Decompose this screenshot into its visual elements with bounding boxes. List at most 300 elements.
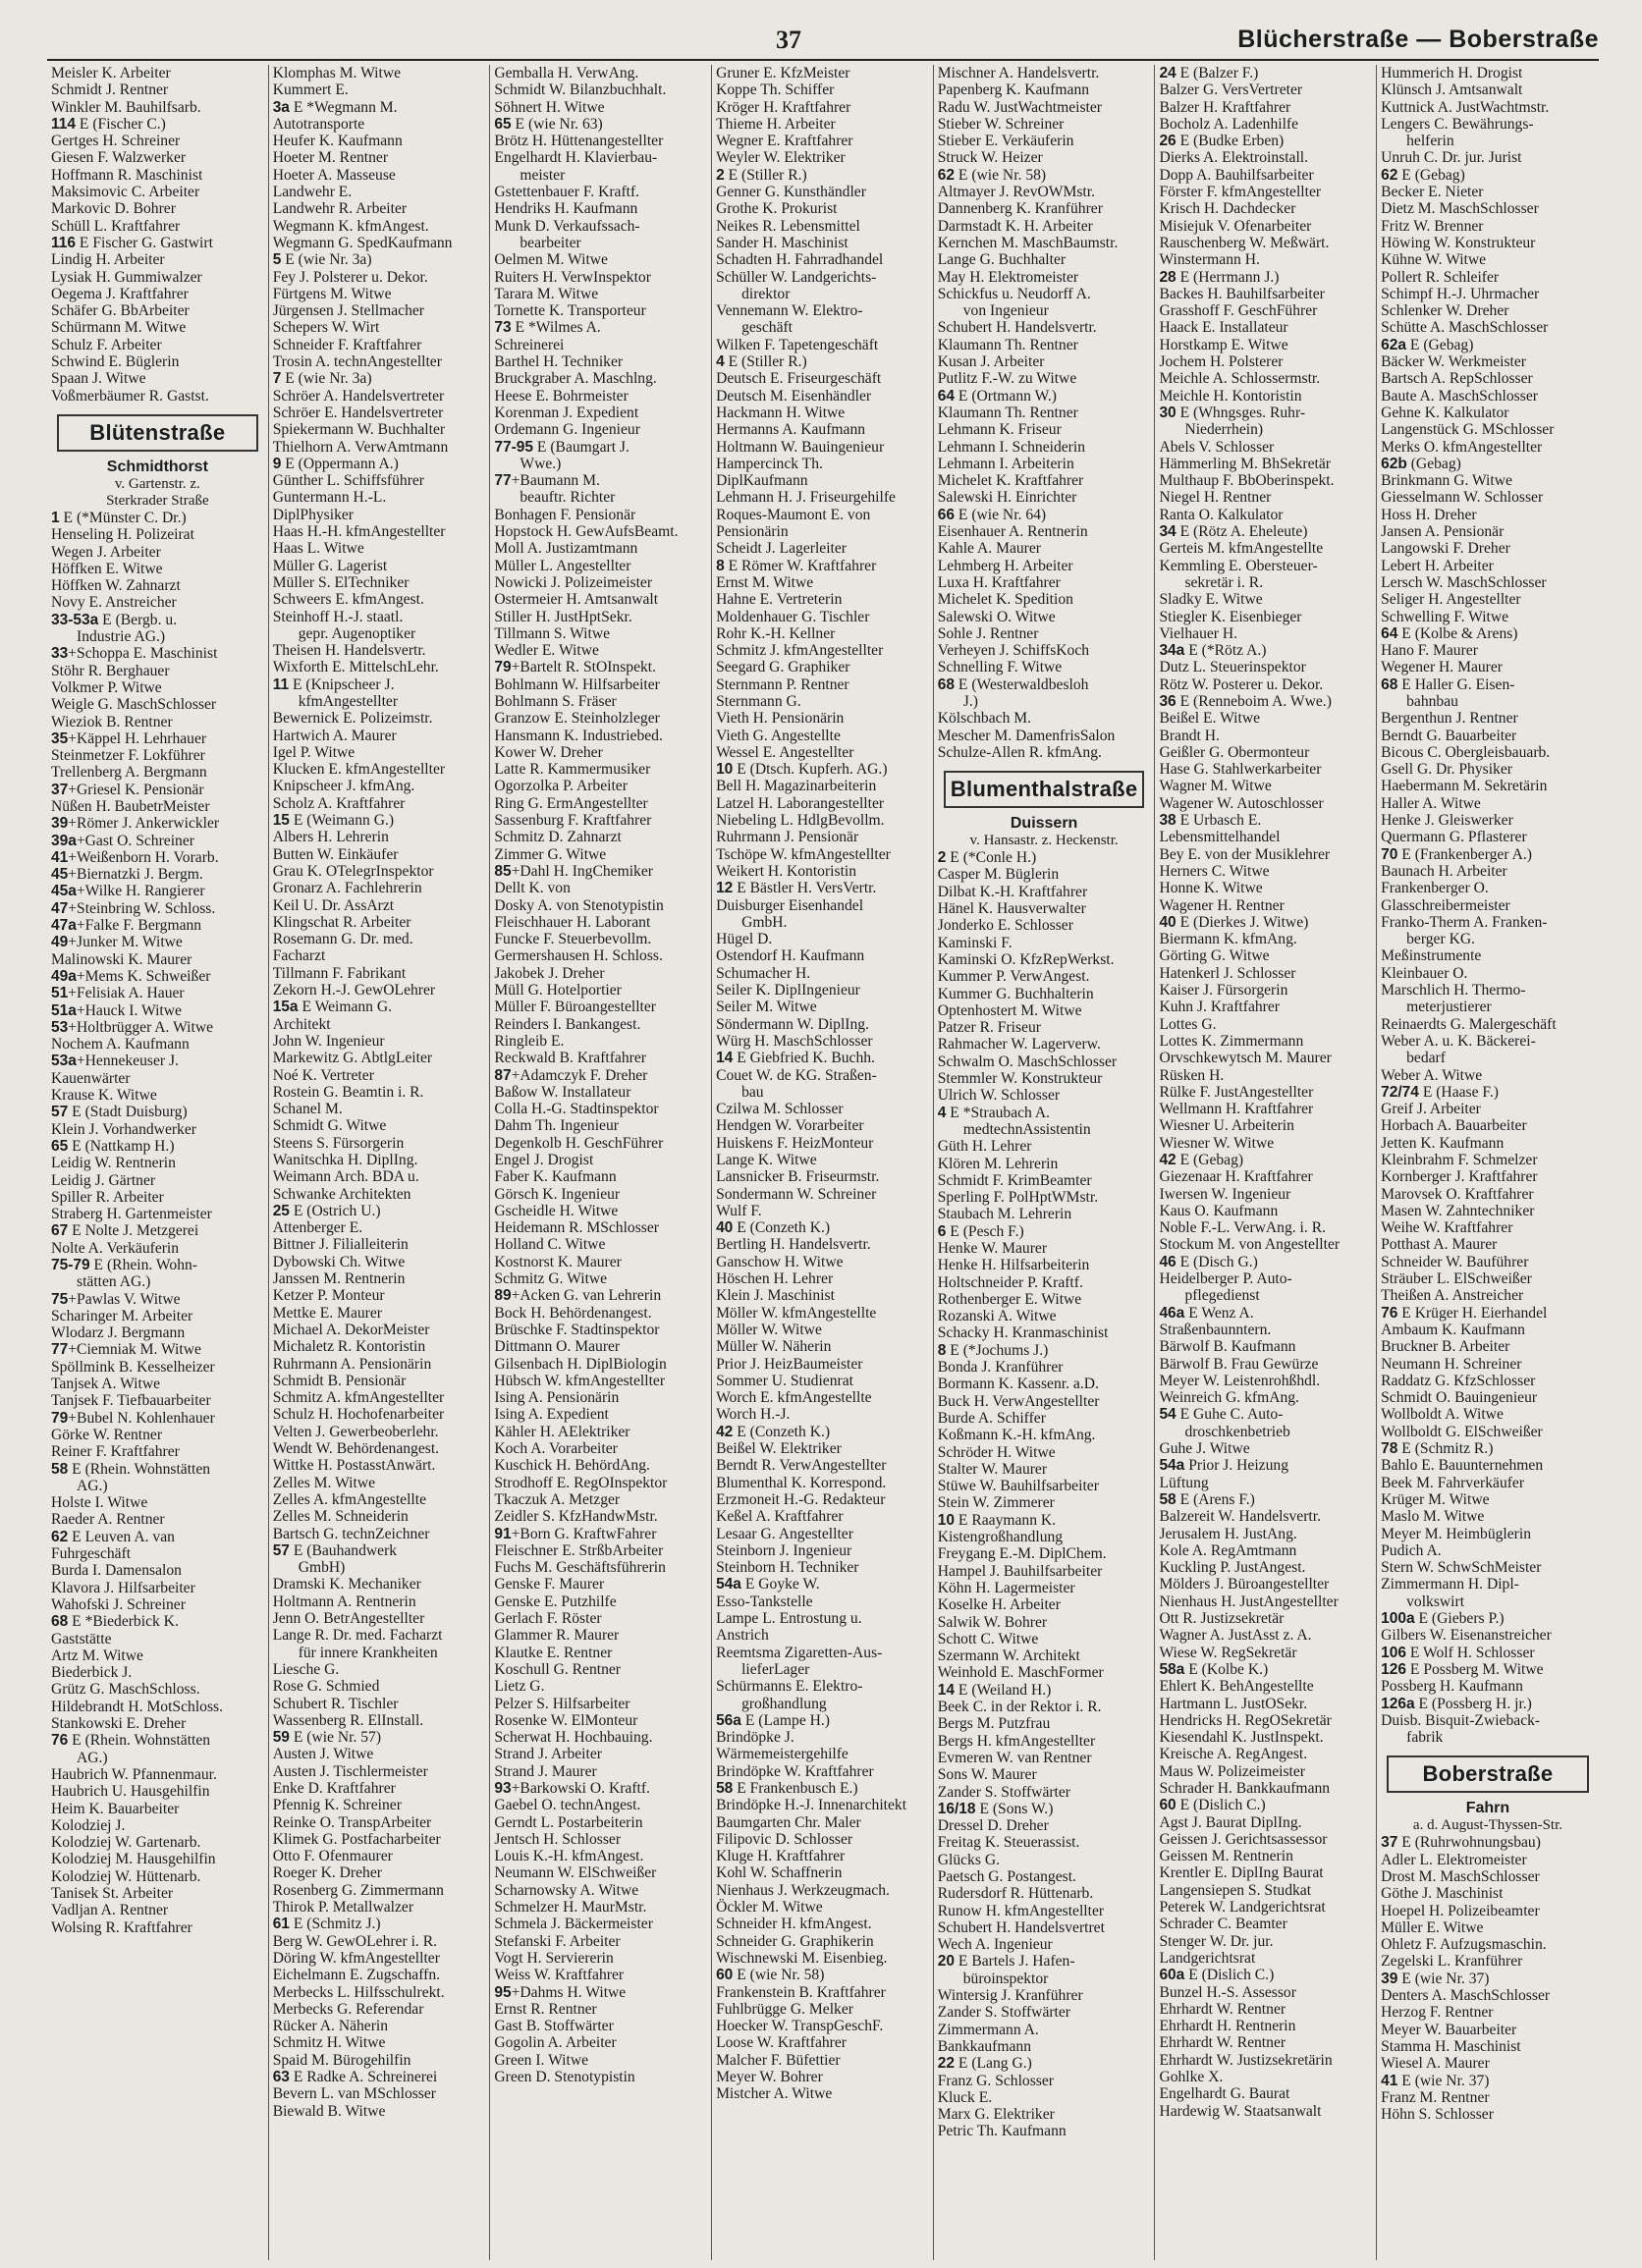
house-entry: 22 E (Lang G.) xyxy=(937,2055,1032,2073)
resident-entry: Kuhn J. Kraftfahrer xyxy=(1159,999,1280,1016)
resident-entry: GmbH. xyxy=(741,913,788,931)
resident-entry: Lebert H. Arbeiter xyxy=(1381,557,1494,574)
resident-entry: Gilsenbach H. DiplBiologin xyxy=(494,1355,667,1373)
resident-entry: Guhe J. Witwe xyxy=(1159,1440,1250,1458)
house-entry: 46 E (Disch G.) xyxy=(1159,1253,1258,1270)
resident-entry: Rosenke W. ElMonteur xyxy=(494,1711,638,1729)
resident-entry: Deutsch E. Friseurgeschäft xyxy=(716,370,882,388)
resident-entry: Engelhardt G. Baurat xyxy=(1159,2085,1290,2103)
house-entry: 53+Holtbrügger A. Witwe xyxy=(51,1018,214,1036)
resident-entry: medtechnAssistentin xyxy=(962,1120,1091,1138)
resident-entry: Bärwolf B. Frau Gewürze xyxy=(1159,1355,1319,1373)
resident-entry: Mistcher A. Witwe xyxy=(716,2085,833,2103)
house-entry: 15 E (Weimann G.) xyxy=(272,812,395,830)
resident-entry: Wagner M. Witwe xyxy=(1159,778,1272,795)
resident-entry: Leidig W. Rentnerin xyxy=(51,1155,176,1172)
resident-entry: Granzow E. Steinholzleger xyxy=(494,710,660,728)
resident-entry: Zimmermann H. Dipl- xyxy=(1381,1576,1519,1593)
house-entry: 34a E (*Rötz A.) xyxy=(1159,642,1267,660)
resident-entry: Kaminski F. xyxy=(937,934,1013,951)
resident-entry: Sommer U. Studienrat xyxy=(716,1372,853,1389)
resident-entry: Schütte A. MaschSchlosser xyxy=(1381,319,1549,337)
resident-entry: Göthe J. Maschinist xyxy=(1381,1885,1504,1903)
house-entry: 46a E Wenz A. xyxy=(1159,1304,1254,1322)
resident-entry: Görting G. Witwe xyxy=(1159,947,1270,965)
resident-entry: Ogorzolka P. Arbeiter xyxy=(494,778,628,795)
resident-entry: Hendgen W. Vorarbeiter xyxy=(716,1117,864,1135)
house-entry: 62 E (wie Nr. 58) xyxy=(937,166,1047,184)
house-entry: 34 E (Rötz A. Eheleute) xyxy=(1159,523,1308,541)
resident-entry: Rose G. Schmied xyxy=(272,1678,380,1696)
resident-entry: Möller W. Witwe xyxy=(716,1321,822,1338)
resident-entry: Kohl W. Schaffnerin xyxy=(716,1864,843,1882)
resident-entry: Hampel J. Bauhilfsarbeiter xyxy=(937,1562,1103,1580)
resident-entry: Kusan J. Arbeiter xyxy=(937,353,1045,371)
resident-entry: Schneider W. Bauführer xyxy=(1381,1253,1529,1270)
resident-entry: Wagner A. JustAsst z. A. xyxy=(1159,1627,1312,1645)
resident-entry: DiplPhysiker xyxy=(272,506,354,523)
resident-entry: Mischner A. Handelsvertr. xyxy=(937,65,1100,81)
resident-entry: Lehmann I. Schneiderin xyxy=(937,438,1086,456)
resident-entry: Nolte A. Verkäuferin xyxy=(51,1239,180,1257)
resident-entry: Scheidt J. Lagerleiter xyxy=(716,540,847,558)
resident-entry: bau xyxy=(741,1083,764,1101)
resident-entry: Schmitz D. Zahnarzt xyxy=(494,829,622,846)
resident-entry: Schmela J. Bäckermeister xyxy=(494,1916,653,1933)
resident-entry: Drost M. MaschSchlosser xyxy=(1381,1867,1540,1885)
resident-entry: Kostnorst K. Maurer xyxy=(494,1253,622,1270)
house-entry: 36 E (Renneboim A. Wwe.) xyxy=(1159,692,1332,710)
house-entry: 42 E (Gebag) xyxy=(1159,1152,1244,1168)
resident-entry: Gemballa H. VerwAng. xyxy=(494,65,639,81)
resident-entry: Wilken F. Tapetengeschäft xyxy=(716,336,879,353)
resident-entry: Deutsch M. Eisenhändler xyxy=(716,387,872,405)
resident-entry: Spiekermann W. Buchhalter xyxy=(272,421,446,439)
resident-entry: Winstermann H. xyxy=(1159,251,1260,269)
resident-entry: pflegedienst xyxy=(1184,1287,1260,1305)
resident-entry: Stockum M. von Angestellter xyxy=(1159,1236,1341,1254)
district-name: Schmidthorst xyxy=(106,458,208,475)
resident-entry: Hämmerling M. BhSekretär xyxy=(1159,455,1331,472)
resident-entry: Scharnowsky A. Witwe xyxy=(494,1881,639,1899)
house-entry: 57 E (Stadt Duisburg) xyxy=(51,1104,188,1121)
resident-entry: Baunach H. Arbeiter xyxy=(1381,862,1507,880)
resident-entry: Güth H. Lehrer xyxy=(937,1138,1032,1156)
resident-entry: Schepers W. Wirt xyxy=(272,319,380,337)
resident-entry: bedarf xyxy=(1406,1050,1446,1067)
resident-entry: Schürmanns E. Elektro- xyxy=(716,1678,863,1696)
resident-entry: Kleinbrahm F. Schmelzer xyxy=(1381,1152,1538,1168)
resident-entry: Zelles M. Schneiderin xyxy=(272,1508,409,1526)
house-entry: 24 E (Balzer F.) xyxy=(1159,65,1259,81)
resident-entry: Colla H.-G. Stadtinspektor xyxy=(494,1101,659,1118)
resident-entry: Vielhauer H. xyxy=(1159,624,1238,642)
resident-entry: Giesen F. Walzwerker xyxy=(51,149,187,167)
resident-entry: Meyer M. Heimbüglerin xyxy=(1381,1525,1531,1542)
resident-entry: Hahne E. Vertreterin xyxy=(716,591,843,609)
resident-entry: Bevern L. van MSchlosser xyxy=(272,2085,436,2103)
resident-entry: Schnelling F. Witwe xyxy=(937,659,1063,676)
resident-entry: Jürgensen J. Stellmacher xyxy=(272,302,425,320)
resident-entry: Fuchs M. Geschäftsführerin xyxy=(494,1559,666,1577)
house-entry: 42 E (Conzeth K.) xyxy=(716,1423,831,1440)
resident-entry: Klaumann Th. Rentner xyxy=(937,404,1078,421)
resident-entry: Weigle G. MaschSchlosser xyxy=(51,696,217,714)
resident-entry: Spöllmink B. Kesselheizer xyxy=(51,1358,215,1376)
resident-entry: Schröer A. Handelsvertreter xyxy=(272,387,445,405)
resident-entry: Haas H.-H. kfmAngestellter xyxy=(272,523,446,541)
resident-entry: Dybowski Ch. Witwe xyxy=(272,1253,406,1270)
house-entry: 58 E (Rhein. Wohnstätten xyxy=(51,1460,211,1478)
directory-column xyxy=(490,65,712,2260)
resident-entry: von Ingenieur xyxy=(962,302,1049,320)
house-entry: 49a+Mems K. Schweißer xyxy=(51,967,211,985)
resident-entry: Rosenberg G. Zimmermann xyxy=(272,1881,444,1899)
resident-entry: Bunzel H.-S. Assessor xyxy=(1159,1983,1296,2001)
resident-entry: stätten AG.) xyxy=(77,1273,151,1291)
resident-entry: Degenkolb H. GeschFührer xyxy=(494,1134,664,1152)
street-heading: Blütenstraße xyxy=(57,414,258,452)
resident-entry: Szermann W. Architekt xyxy=(937,1647,1080,1665)
resident-entry: Mölders J. Büroangestellter xyxy=(1159,1576,1330,1593)
resident-entry: Bruckner B. Arbeiter xyxy=(1381,1338,1510,1356)
resident-entry: Biewald B. Witwe xyxy=(272,2102,386,2120)
resident-entry: Ising A. Pensionärin xyxy=(494,1389,620,1407)
house-entry: 78 E (Schmitz R.) xyxy=(1381,1440,1494,1458)
resident-entry: Wegmann K. kfmAngest. xyxy=(272,217,429,235)
resident-entry: Dopp A. Bauhilfsarbeiter xyxy=(1159,166,1314,184)
resident-entry: Söndermann W. DiplIng. xyxy=(716,1015,869,1033)
resident-entry: Hildebrandt H. MotSchloss. xyxy=(51,1698,223,1715)
resident-entry: Schneider H. kfmAngest. xyxy=(716,1916,872,1933)
resident-entry: Rosemann G. Dr. med. xyxy=(272,931,413,948)
resident-entry: Zelles A. kfmAngestellte xyxy=(272,1490,427,1508)
house-entry: 73 E *Wilmes A. xyxy=(494,319,601,337)
resident-entry: Burde A. Schiffer xyxy=(937,1409,1046,1427)
resident-entry: Brötz H. Hüttenangestellter xyxy=(494,133,664,150)
resident-entry: Leidig J. Gärtner xyxy=(51,1171,156,1189)
resident-entry: Jentsch H. Schlosser xyxy=(494,1830,622,1848)
resident-entry: Klimek G. Postfacharbeiter xyxy=(272,1830,441,1848)
resident-entry: Stefanski F. Arbeiter xyxy=(494,1932,621,1950)
resident-entry: Masen W. Zahntechniker xyxy=(1381,1202,1535,1219)
resident-entry: Ostermeier H. Amtsanwalt xyxy=(494,591,659,609)
street-range-note: v. Hansastr. z. Heckenstr. xyxy=(969,833,1119,849)
resident-entry: Stöhr R. Berghauer xyxy=(51,662,170,679)
resident-entry: Fürtgens M. Witwe xyxy=(272,285,392,302)
resident-entry: Horstkamp E. Witwe xyxy=(1159,336,1288,353)
resident-entry: Brinkmann G. Witwe xyxy=(1381,472,1512,490)
resident-entry: Holtmann A. Rentnerin xyxy=(272,1593,416,1610)
resident-entry: Stalter W. Maurer xyxy=(937,1460,1048,1478)
resident-entry: Schmidt F. KrimBeamter xyxy=(937,1171,1092,1189)
resident-entry: Meisler K. Arbeiter xyxy=(51,65,171,81)
resident-entry: Ernst R. Rentner xyxy=(494,2000,597,2018)
resident-entry: Müller E. Witwe xyxy=(1381,1918,1484,1936)
resident-entry: Merbecks L. Hilfsschulrekt. xyxy=(272,1983,445,2001)
resident-entry: Klomphas M. Witwe xyxy=(272,65,402,81)
resident-entry: Schanel M. xyxy=(272,1101,343,1118)
resident-entry: Müller W. Näherin xyxy=(716,1338,832,1356)
directory-column xyxy=(712,65,934,2260)
resident-entry: Landgerichtsrat xyxy=(1159,1949,1256,1967)
resident-entry: Hampercinck Th. xyxy=(716,455,823,472)
resident-entry: Steinmetzer F. Lokführer xyxy=(51,747,205,765)
resident-entry: Steens S. Fürsorgerin xyxy=(272,1134,405,1152)
resident-entry: Klavora J. Hilfsarbeiter xyxy=(51,1579,195,1596)
resident-entry: Schmelzer H. MaurMstr. xyxy=(494,1899,647,1917)
resident-entry: Bonhagen F. Pensionär xyxy=(494,506,636,523)
house-entry: 100a E (Giebers P.) xyxy=(1381,1610,1505,1628)
resident-entry: Haubrich W. Pfannenmaur. xyxy=(51,1765,217,1783)
resident-entry: Wegen J. Arbeiter xyxy=(51,543,161,561)
resident-entry: Schneider G. Graphikerin xyxy=(716,1932,874,1950)
resident-entry: Rothenberger E. Witwe xyxy=(937,1290,1082,1308)
resident-entry: Grau K. OTelegrInspektor xyxy=(272,862,434,880)
resident-entry: Stüwe W. Bauhilfsarbeiter xyxy=(937,1478,1099,1495)
resident-entry: Schmitz A. kfmAngestellter xyxy=(272,1389,445,1407)
page-number: 37 xyxy=(776,26,801,54)
house-entry: 77+Ciemniak M. Witwe xyxy=(51,1341,201,1359)
resident-entry: Wellmann H. Kraftfahrer xyxy=(1159,1101,1314,1118)
resident-entry: Stiegler K. Eisenbieger xyxy=(1159,608,1302,625)
resident-entry: Tanjsek F. Tiefbauarbeiter xyxy=(51,1392,211,1410)
resident-entry: Iwersen W. Ingenieur xyxy=(1159,1185,1291,1203)
resident-entry: Pollert R. Schleifer xyxy=(1381,268,1500,286)
resident-entry: Denters A. MaschSchlosser xyxy=(1381,1987,1551,2005)
resident-entry: Mettke E. Maurer xyxy=(272,1304,382,1322)
resident-entry: Bocholz A. Ladenhilfe xyxy=(1159,115,1299,133)
resident-entry: Rostein G. Beamtin i. R. xyxy=(272,1083,424,1101)
resident-entry: Korenman J. Expedient xyxy=(494,404,639,421)
resident-entry: Paetsch G. Postangest. xyxy=(937,1867,1076,1885)
resident-entry: Wittke H. PostasstAnwärt. xyxy=(272,1457,436,1475)
resident-entry: Gerteis M. kfmAngestellte xyxy=(1159,540,1324,558)
resident-entry: meister xyxy=(520,166,566,184)
resident-entry: Henke J. Gleiswerker xyxy=(1381,812,1513,830)
resident-entry: Artz M. Witwe xyxy=(51,1647,143,1664)
resident-entry: Straßenbaunntern. xyxy=(1159,1321,1272,1338)
house-entry: 56a E (Lampe H.) xyxy=(716,1711,830,1729)
resident-entry: Hopstock H. GewAufsBeamt. xyxy=(494,523,679,541)
resident-entry: Lietz G. xyxy=(494,1678,545,1696)
resident-entry: meterjustierer xyxy=(1406,999,1492,1016)
directory-column xyxy=(47,65,269,2260)
resident-entry: Grasshoff F. GeschFührer xyxy=(1159,302,1318,320)
resident-entry: Sohle J. Rentner xyxy=(937,624,1039,642)
resident-entry: Kernchen M. MaschBaumstr. xyxy=(937,234,1119,251)
resident-entry: Glammer R. Maurer xyxy=(494,1627,620,1645)
resident-entry: Tanisek St. Arbeiter xyxy=(51,1884,174,1902)
resident-entry: Lengers C. Bewährungs- xyxy=(1381,115,1534,133)
resident-entry: Dahm Th. Ingenieur xyxy=(494,1117,619,1135)
resident-entry: Schmidt W. Bilanzbuchhalt. xyxy=(494,81,667,99)
resident-entry: Ruiters H. VerwInspektor xyxy=(494,268,651,286)
house-entry: 2 E (*Conle H.) xyxy=(937,849,1037,867)
house-entry: 47+Steinbring W. Schloss. xyxy=(51,899,216,917)
resident-entry: Wolsing R. Kraftfahrer xyxy=(51,1918,192,1936)
resident-entry: Reckwald B. Kraftfahrer xyxy=(494,1050,646,1067)
house-entry: 7 E (wie Nr. 3a) xyxy=(272,370,372,388)
resident-entry: Meßinstrumente xyxy=(1381,947,1482,965)
resident-entry: AG.) xyxy=(77,1477,108,1494)
resident-entry: Meichle A. Schlossermstr. xyxy=(1159,370,1321,388)
resident-entry: Schäfer G. BbArbeiter xyxy=(51,302,190,320)
resident-entry: Höwing W. Konstrukteur xyxy=(1381,234,1536,251)
resident-entry: Schlenker W. Dreher xyxy=(1381,302,1509,320)
house-entry: 9 E (Oppermann A.) xyxy=(272,455,399,472)
resident-entry: Dierks A. Elektroinstall. xyxy=(1159,149,1309,167)
resident-entry: Kolodziej J. xyxy=(51,1816,126,1834)
resident-entry: Haebermann M. Sekretärin xyxy=(1381,778,1548,795)
house-entry: 8 E (*Jochums J.) xyxy=(937,1341,1049,1359)
resident-entry: Genske F. Maurer xyxy=(494,1576,605,1593)
resident-entry: Sperling F. PolHptWMstr. xyxy=(937,1189,1099,1207)
resident-entry: Grütz G. MaschSchloss. xyxy=(51,1681,200,1699)
resident-entry: Krause K. Witwe xyxy=(51,1087,157,1105)
resident-entry: John W. Ingenieur xyxy=(272,1032,385,1050)
house-entry: 54a E Goyke W. xyxy=(716,1576,820,1593)
house-entry: 54 E Guhe C. Auto- xyxy=(1159,1406,1284,1424)
resident-entry: Lange R. Dr. med. Facharzt xyxy=(272,1627,443,1645)
resident-entry: Ostendorf H. Kaufmann xyxy=(716,947,865,965)
resident-entry: Czilwa M. Schlosser xyxy=(716,1101,844,1118)
resident-entry: Schulze-Allen R. kfmAng. xyxy=(937,743,1102,761)
resident-entry: Adler L. Elektromeister xyxy=(1381,1851,1527,1868)
resident-entry: Beißel W. Elektriker xyxy=(716,1440,842,1458)
house-entry: 58 E (Arens F.) xyxy=(1159,1490,1255,1508)
house-entry: 26 E (Budke Erben) xyxy=(1159,133,1285,150)
resident-entry: Wwe.) xyxy=(520,455,562,472)
resident-entry: Freygang E.-M. DiplChem. xyxy=(937,1545,1107,1563)
resident-entry: Ketzer P. Monteur xyxy=(272,1287,385,1305)
resident-entry: Zander S. Stoffwärter xyxy=(937,2004,1070,2022)
resident-entry: Hübsch W. kfmAngestellter xyxy=(494,1372,666,1389)
resident-entry: Sondermann W. Schreiner xyxy=(716,1185,877,1203)
resident-entry: Wegner E. Kraftfahrer xyxy=(716,133,853,150)
resident-entry: Kröger H. Kraftfahrer xyxy=(716,98,851,116)
resident-entry: Kaiser J. Fürsorgerin xyxy=(1159,982,1288,999)
resident-entry: Schickfus u. Neudorff A. xyxy=(937,285,1091,302)
resident-entry: Görke W. Rentner xyxy=(51,1426,163,1443)
resident-entry: Sternmann P. Rentner xyxy=(716,675,849,693)
resident-entry: Straberg H. Gartenmeister xyxy=(51,1206,212,1223)
resident-entry: Roeger K. Dreher xyxy=(272,1864,382,1882)
resident-entry: Schmitz H. Witwe xyxy=(272,2034,386,2052)
resident-entry: Wagener W. Autoschlosser xyxy=(1159,794,1324,812)
resident-entry: Balzer G. VersVertreter xyxy=(1159,81,1303,99)
resident-entry: Architekt xyxy=(272,1015,331,1033)
resident-entry: Kornberger J. Kraftfahrer xyxy=(1381,1168,1538,1186)
resident-entry: Evmeren W. van Rentner xyxy=(937,1749,1092,1766)
resident-entry: Wollboldt A. Witwe xyxy=(1381,1406,1504,1424)
resident-entry: Langensiepen S. Studkat xyxy=(1159,1881,1312,1899)
resident-entry: Müller S. ElTechniker xyxy=(272,573,410,591)
resident-entry: Giezenaar H. Kraftfahrer xyxy=(1159,1168,1313,1186)
resident-entry: Quermann G. Pflasterer xyxy=(1381,829,1527,846)
resident-entry: Malcher F. Büfettier xyxy=(716,2051,841,2069)
house-entry: 77-95 E (Baumgart J. xyxy=(494,438,629,456)
resident-entry: Koppe Th. Schiffer xyxy=(716,81,835,99)
house-entry: 47a+Falke F. Bergmann xyxy=(51,917,202,935)
resident-entry: Potthast A. Maurer xyxy=(1381,1236,1498,1254)
resident-entry: Gruner E. KfzMeister xyxy=(716,65,850,81)
house-entry: 14 E Giebfried K. Buchh. xyxy=(716,1050,875,1067)
house-entry: 51+Felisiak A. Hauer xyxy=(51,985,185,1002)
resident-entry: Peterek W. Landgerichtsrat xyxy=(1159,1899,1326,1917)
resident-entry: Pensionärin xyxy=(716,523,789,541)
resident-entry: Bäcker W. Werkmeister xyxy=(1381,353,1526,371)
resident-entry: Dellt K. von xyxy=(494,880,571,897)
resident-entry: Klünsch J. Amtsanwalt xyxy=(1381,81,1523,99)
house-entry: 67 E Nolte J. Metzgerei xyxy=(51,1222,199,1240)
resident-entry: Lehmann H. J. Friseurgehilfe xyxy=(716,489,896,507)
resident-entry: Honne K. Witwe xyxy=(1159,880,1263,897)
resident-entry: AG.) xyxy=(77,1749,108,1766)
resident-entry: Wiesner W. Witwe xyxy=(1159,1134,1275,1152)
resident-entry: Sträuber L. ElSchweißer xyxy=(1381,1270,1532,1288)
resident-entry: Darmstadt K. H. Arbeiter xyxy=(937,217,1093,235)
house-entry: 33-53a E (Bergb. u. xyxy=(51,611,178,628)
resident-entry: Blumenthal K. Korrespond. xyxy=(716,1474,887,1491)
resident-entry: Heufer K. Kaufmann xyxy=(272,133,403,150)
resident-entry: Hackmann H. Witwe xyxy=(716,404,846,421)
resident-entry: Strand J. Arbeiter xyxy=(494,1746,602,1763)
resident-entry: Kuttnick A. JustWachtmstr. xyxy=(1381,98,1550,116)
resident-entry: Koßmann K.-H. kfmAng. xyxy=(937,1427,1096,1444)
resident-entry: Ring G. ErmAngestellter xyxy=(494,794,648,812)
resident-entry: Bohlmann W. Hilfsarbeiter xyxy=(494,675,660,693)
resident-entry: Schumacher H. xyxy=(716,964,811,982)
resident-entry: Hatenkerl J. Schlosser xyxy=(1159,964,1296,982)
resident-entry: bahnbau xyxy=(1406,692,1458,710)
resident-entry: Schmitz J. kfmAngestellter xyxy=(716,642,884,660)
resident-entry: Marschlich H. Thermo- xyxy=(1381,982,1526,999)
resident-entry: Brindöpke W. Kraftfahrer xyxy=(716,1762,874,1780)
resident-entry: sekretär i. R. xyxy=(1184,573,1264,591)
house-entry: 51a+Hauck I. Witwe xyxy=(51,1001,182,1019)
resident-entry: Brüschke F. Stadtinspektor xyxy=(494,1321,660,1338)
directory-column xyxy=(269,65,491,2260)
street-heading: Boberstraße xyxy=(1387,1755,1589,1793)
resident-entry: Autotransporte xyxy=(272,115,365,133)
resident-entry: Bohlmann S. Fräser xyxy=(494,692,617,710)
resident-entry: Michaletz R. Kontoristin xyxy=(272,1338,426,1356)
resident-entry: Oegema J. Kraftfahrer xyxy=(51,285,189,302)
resident-entry: Ganschow H. Witwe xyxy=(716,1253,844,1270)
resident-entry: Nowicki J. Polizeimeister xyxy=(494,573,653,591)
resident-entry: Esso-Tankstelle xyxy=(716,1593,813,1610)
resident-entry: Hendricks H. RegOSekretär xyxy=(1159,1711,1332,1729)
resident-entry: Reinders I. Bankangest. xyxy=(494,1015,641,1033)
house-entry: 10 E Raaymann K. xyxy=(937,1511,1057,1529)
resident-entry: Austen J. Tischlermeister xyxy=(272,1762,428,1780)
house-entry: 62 E Leuven A. van xyxy=(51,1528,175,1545)
resident-entry: Würg H. MaschSchlosser xyxy=(716,1032,873,1050)
resident-entry: Schubert R. Tischler xyxy=(272,1695,399,1712)
resident-entry: Duisburger Eisenhandel xyxy=(716,896,864,914)
resident-entry: Wintersig J. Kranführer xyxy=(937,1987,1083,2005)
resident-entry: Steinborn H. Techniker xyxy=(716,1559,859,1577)
street-range-note: v. Gartenstr. z. xyxy=(114,475,200,492)
street-range-note: Sterkrader Straße xyxy=(106,492,209,509)
resident-entry: Kluck E. xyxy=(937,2088,993,2106)
resident-entry: Wieziok B. Rentner xyxy=(51,713,173,730)
resident-entry: Spiller R. Arbeiter xyxy=(51,1188,164,1206)
house-entry: 77+Baumann M. xyxy=(494,472,600,490)
resident-entry: Schwanke Architekten xyxy=(272,1185,411,1203)
resident-entry: Balzer H. Kraftfahrer xyxy=(1159,98,1291,116)
